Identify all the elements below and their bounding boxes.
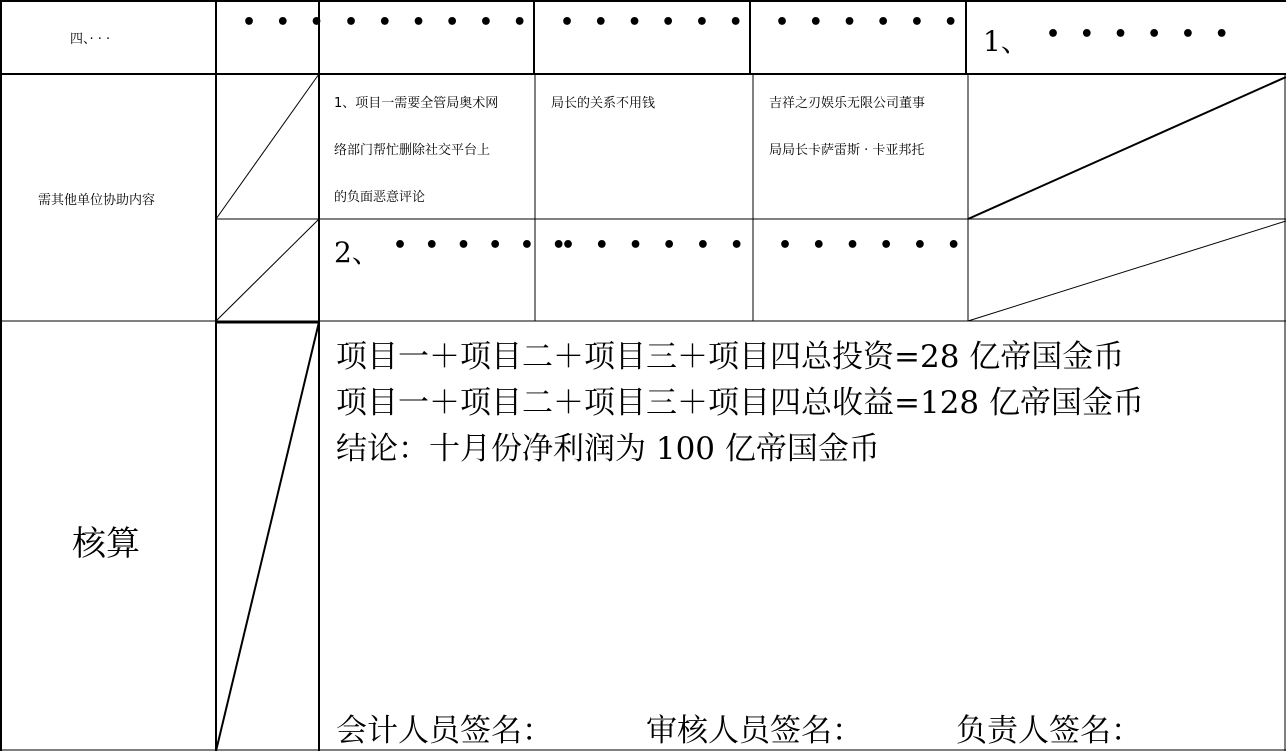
item2-col-c-dots: • • • • • • — [393, 233, 571, 258]
accounting-investment-line: 项目一＋项目二＋项目三＋项目四总投资=28 亿帝国金币 — [336, 339, 1125, 375]
row1-col-f-dots: • • • • • • — [1046, 22, 1235, 47]
item2-col-e-dots: • • • • • • — [778, 233, 967, 258]
signature-auditor: 审核人员签名： — [646, 713, 863, 749]
item2-col-d-dots: • • • • • • — [561, 233, 750, 258]
item1-col-e-line-2: 局局长卡萨雷斯 · 卡亚邦托 — [769, 143, 925, 158]
row1-col-c-dots: • • • • • • — [344, 10, 533, 35]
row1-label: 四、· · · — [70, 32, 111, 47]
item1-line-2: 络部门帮忙删除社交平台上 — [334, 143, 491, 158]
accounting-revenue-line: 项目一＋项目二＋项目三＋项目四总收益=128 亿帝国金币 — [336, 385, 1144, 421]
row1-col-e-dots: • • • • • • — [775, 10, 964, 35]
row1-col-b-dots: • • • — [242, 10, 330, 35]
item2-prefix: 2、 — [334, 236, 380, 269]
signature-manager: 负责人签名： — [956, 713, 1142, 749]
item1-col-d-text: 局长的关系不用钱 — [551, 96, 656, 111]
row2-label: 需其他单位协助内容 — [38, 193, 156, 208]
item1-line-1: 1、项目一需要全管局奥术网 — [334, 96, 499, 111]
accounting-conclusion-line: 结论：十月份净利润为 100 亿帝国金币 — [336, 431, 880, 467]
row1-col-d-dots: • • • • • • — [560, 10, 749, 35]
accounting-label: 核算 — [72, 524, 140, 564]
item1-col-e-line-1: 吉祥之刃娱乐无限公司董事 — [769, 96, 926, 111]
row1-col-f-prefix: 1、 — [983, 25, 1029, 58]
signature-accountant: 会计人员签名： — [336, 713, 553, 749]
item1-line-3: 的负面恶意评论 — [334, 190, 426, 205]
